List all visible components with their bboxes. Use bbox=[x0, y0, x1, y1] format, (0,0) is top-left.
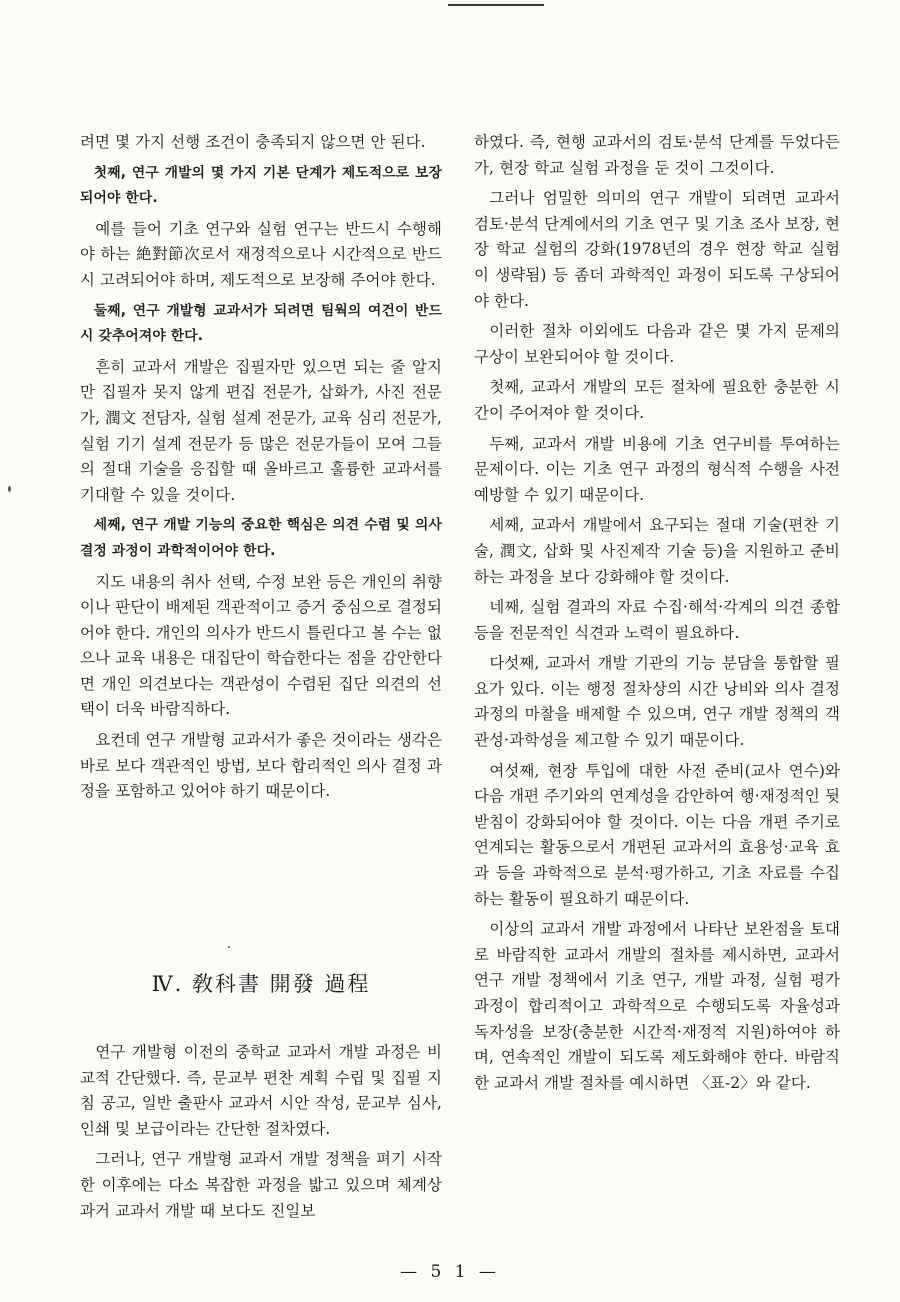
bold-point: 세째, 연구 개발 기능의 중요한 핵심은 의견 수렴 및 의사 결정 과정이 과학적이어야 한다. bbox=[80, 517, 442, 559]
paragraph: 그러나 엄밀한 의미의 연구 개발이 되려면 교과서 검토·분석 단계에서의 기초 연구 및 기초 조사 보장, 현장 학교 실험의 강화(1978년의 경우 현장 학교 실험이 생략됨) 등 좀더 과학적인 과정이 되도록 구상되어야 한다. bbox=[474, 189, 840, 310]
paragraph: 여섯째, 현장 투입에 대한 사전 준비(교사 연수)와 다음 개편 주기와의 연계성을 감안하여 행·재정적인 뒷받침이 강화되어야 할 것이다. 이는 다음 개편 주기로 연계되는 활동으로서 개편된 교과서의 효용성·교육 효과 등을 과학적으로 분석·평가하고, 기초 자료를 수집하는 활동이 필요하기 때문이다. bbox=[474, 761, 840, 908]
paragraph: 세째, 교과서 개발에서 요구되는 절대 기술(편찬 기술, 潤文, 삽화 및 사진제작 기술 등)을 지원하고 준비하는 과정을 보다 강화해야 할 것이다. bbox=[474, 516, 840, 586]
right-column bbox=[474, 130, 840, 1101]
bold-point: 첫째, 연구 개발의 몇 가지 기본 단계가 제도적으로 보장되어야 한다. bbox=[80, 164, 442, 207]
paragraph: 두째, 교과서 개발 비용에 기초 연구비를 투여하는 문제이다. 이는 기초 연구 과정의 형식적 수행을 사전 예방할 수 있기 때문이다. bbox=[474, 434, 840, 504]
scan-speck bbox=[228, 946, 230, 948]
paragraph: 네째, 실험 결과의 자료 수집·해석·각계의 의견 종합 등을 전문적인 식견과 노력이 필요하다. bbox=[474, 598, 840, 642]
paragraph: 하였다. 즉, 현행 교과서의 검토·분석 단계를 두었다든가, 현장 학교 실험 과정을 둔 것이 그것이다. bbox=[474, 133, 840, 177]
section-heading: Ⅳ. 敎科書 開發 過程 bbox=[151, 972, 371, 996]
paragraph: 흔히 교과서 개발은 집필자만 있으면 되는 줄 알지만 집필자 못지 않게 편집 전문가, 삽화가, 사진 전문가, 潤文 전담자, 실험 설계 전문가, 교육 심리 전문가, 실험 기기 설계 전문가 등 많은 전문가들이 모여 그들의 절대 기술을 응집할 때 올바르고 훌륭한 교과서를 기대할 수 있을 것이다. bbox=[80, 357, 442, 504]
scan-speck bbox=[8, 486, 11, 492]
paragraph: 첫째, 교과서 개발의 모든 절차에 필요한 충분한 시간이 주어져야 할 것이다. bbox=[474, 378, 840, 422]
bold-point: 둘째, 연구 개발형 교과서가 되려면 팀웍의 여건이 반드시 갖추어져야 한다. bbox=[80, 302, 442, 345]
paragraph: 이상의 교과서 개발 과정에서 나타난 보완점을 토대로 바람직한 교과서 개발의 절차를 제시하면, 교과서 연구 개발 정책에서 기초 연구, 개발 과정, 실험 평가 과정이 합리적이고 과학적으로 수행되도록 자율성과 독자성을 보장(충분한 시간적·재정적 지원)하여야 하며, 연속적인 개발이 되도록 제도화해야 한다. 바람직한 교과서 개발 절차를 예시하면 〈표-2〉와 같다. bbox=[474, 920, 840, 1092]
paragraph: 려면 몇 가지 선행 조건이 충족되지 않으면 안 된다. bbox=[80, 133, 426, 151]
page-number: — 5 1 — bbox=[400, 1262, 500, 1282]
top-rule bbox=[448, 4, 544, 6]
paragraph: 이러한 절차 이외에도 다음과 같은 몇 가지 문제의 구상이 보완되어야 할 것이다. bbox=[474, 322, 840, 366]
paragraph: 지도 내용의 취사 선택, 수정 보완 등은 개인의 취향이나 판단이 배제된 객관적이고 증거 중심으로 결정되어야 한다. 개인의 의사가 반드시 틀린다고 볼 수는 없으나 교육 내용은 대집단이 학습한다는 점을 감안한다면 개인 의견보다는 객관성이 수렴된 집단 의견의 선택이 더욱 바람직하다. bbox=[80, 572, 442, 719]
paragraph: 그러나, 연구 개발형 교과서 개발 정책을 펴기 시작한 이후에는 다소 복잡한 과정을 밟고 있으며 체계상 과거 교과서 개발 때 보다도 진일보 bbox=[80, 1150, 442, 1220]
paragraph: 요컨데 연구 개발형 교과서가 좋은 것이라는 생각은 바로 보다 객관적인 방법, 보다 합리적인 의사 결정 과정을 포함하고 있어야 하기 때문이다. bbox=[80, 731, 442, 801]
left-lower-column bbox=[80, 1040, 442, 1229]
paragraph: 연구 개발형 이전의 중학교 교과서 개발 과정은 비교적 간단했다. 즉, 문교부 편찬 계획 수립 및 집필 지침 공고, 일반 출판사 교과서 시안 작성, 문교부 심사, 인쇄 및 보급이라는 간단한 절차였다. bbox=[80, 1043, 442, 1138]
paragraph: 다섯째, 교과서 개발 기관의 기능 분담을 통합할 필요가 있다. 이는 행정 절차상의 시간 낭비와 의사 결정 과정의 마찰을 배제할 수 있으며, 연구 개발 정책의 객관성·과학성을 제고할 수 있기 때문이다. bbox=[474, 654, 840, 750]
paragraph: 예를 들어 기초 연구와 실험 연구는 반드시 수행해야 하는 絶對節次로서 재정적으로나 시간적으로 반드시 고려되어야 하며, 제도적으로 보장해 주어야 한다. bbox=[80, 219, 442, 289]
left-column bbox=[80, 130, 442, 810]
